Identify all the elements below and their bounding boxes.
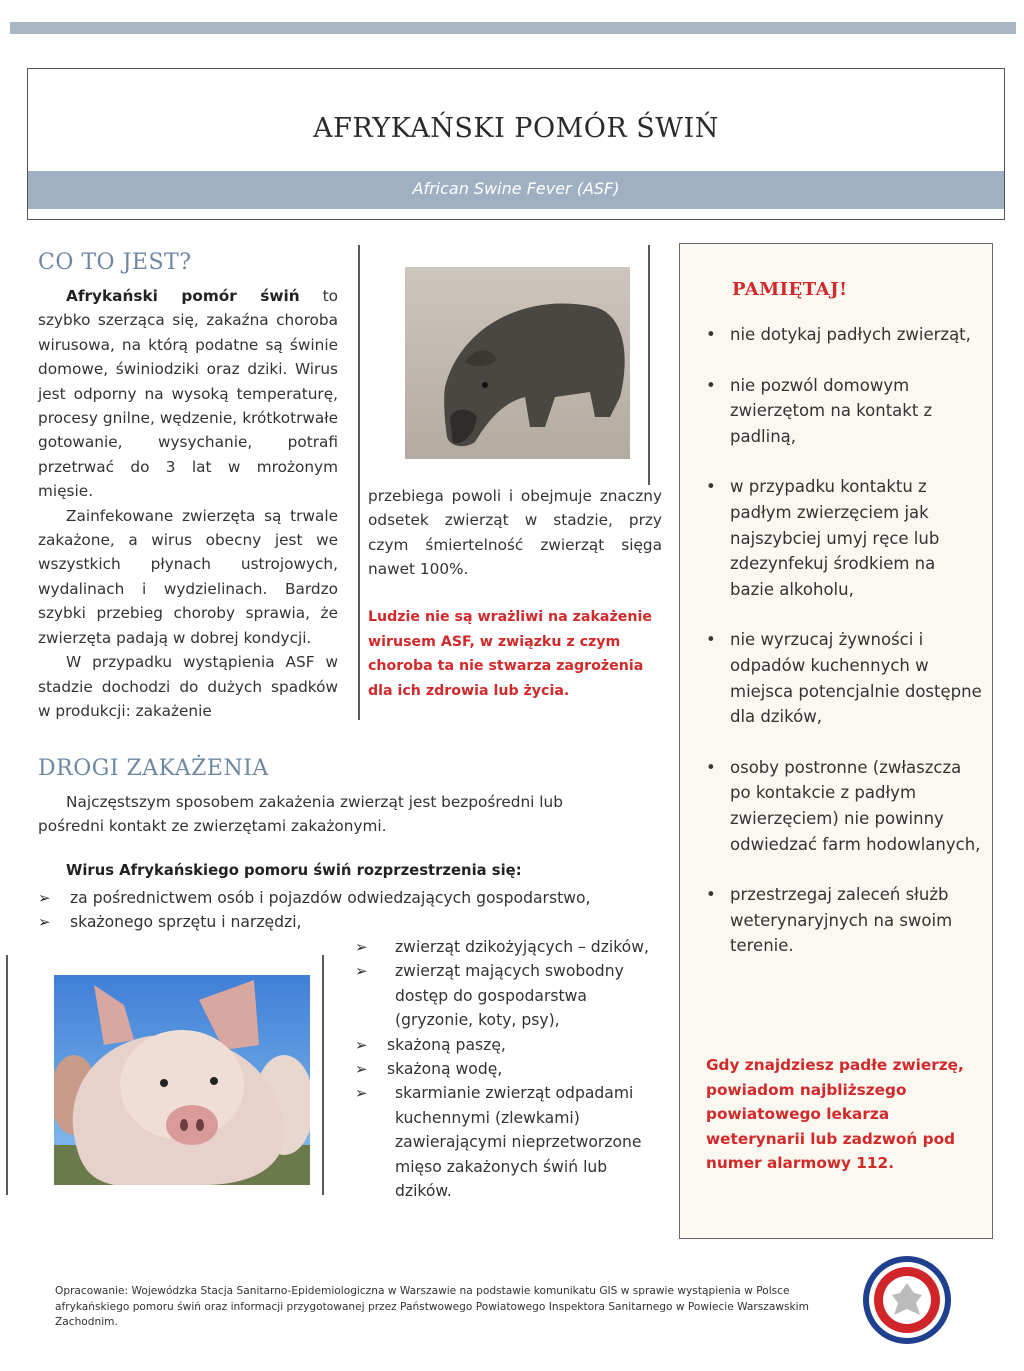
arrow-bullet-icon: ➢ [355, 938, 368, 956]
what-is-continuation: przebiega powoli i obejmuje znaczny odsetek zwierząt w stadzie, przy czym śmiertelność zwierząt sięga nawet 100%. [368, 487, 662, 579]
what-is-text [38, 284, 338, 723]
list-item: • nie wyrzucaj żywności i odpadów kuchennych w miejsca potencjalnie dostępne dla dzików, [704, 627, 984, 729]
what-is-para1: to szybko szerząca się, zakaźna choroba wirusowa, na którą podatne są świnie domowe, świniodziki oraz dziki. Wirus jest odporny na wysoką temperaturę, procesy gnilne, wędzenie, krótkotrwałe gotowanie, wysychanie, potrafi przetrwać do 3 lat w mrożonym mięsie. [38, 287, 338, 501]
bullet-icon: • [706, 375, 716, 395]
column-divider-middle [648, 245, 650, 485]
what-is-heading: CO TO JEST? [38, 250, 192, 275]
bullet-icon: • [706, 885, 716, 905]
arrow-bullet-icon: ➢ [355, 1035, 368, 1054]
domestic-pig-photo [54, 975, 310, 1185]
what-is-para2: Zainfekowane zwierzęta są trwale zakażone, a wirus obecny jest we wszystkich płynach ustrojowych, wydalinach i wydzielinach. Bardzo szybki przebieg choroby sprawia, że zwierzęta padają w dobrej kondycji. [38, 506, 338, 647]
arrow-bullet-icon: ➢ [38, 913, 51, 932]
what-is-bold-term: Afrykański pomór świń [66, 287, 300, 305]
wild-boar-photo [405, 267, 630, 459]
list-item: ➢ skażoną wodę, [355, 1057, 665, 1081]
list-item: ➢ skażoną paszę, [355, 1033, 665, 1057]
bullet-icon: • [706, 477, 716, 497]
list-item: ➢ skarmianie zwierząt odpadami kuchennymi (zlewkami) zawierającymi nieprzetworzone mięso zakażonych świń lub dzików. [355, 1081, 665, 1203]
title-box [27, 68, 1005, 220]
list-item: ➢ zwierząt dzikożyjących – dzików, [355, 935, 665, 959]
list-item: • nie pozwól domowym zwierzętom na kontakt z padliną, [704, 373, 984, 450]
footer-credit: Opracowanie: Wojewódzka Stacja Sanitarno-Epidemiologiczna w Warszawie na podstawie komunikatu GIS w sprawie wystąpienia w Polsce afrykańskiego pomoru świń oraz informacji przygotowanej przez Państwowego Powiatowego Inspektora Sanitarnego w Powiecie Warszawskim Zachodnim. [55, 1285, 809, 1329]
bullet-icon: • [706, 757, 716, 777]
list-item: ➢ zwierząt mających swobodny dostęp do gospodarstwa (gryzonie, koty, psy), [355, 959, 665, 1032]
list-item: • osoby postronne (zwłaszcza po kontakcie z padłym zwierzęciem) nie powinny odwiedzać farm hodowlanych, [704, 755, 984, 857]
top-decorative-rule [10, 22, 1016, 34]
arrow-bullet-icon: ➢ [38, 889, 51, 907]
arrow-bullet-icon: ➢ [355, 962, 368, 981]
bullet-icon: • [706, 630, 716, 650]
arrow-bullet-icon: ➢ [355, 1060, 368, 1079]
column-divider-left [358, 245, 360, 720]
remember-box [679, 243, 993, 1239]
bullet-icon: • [706, 325, 716, 344]
list-item: • w przypadku kontaktu z padłym zwierzęciem jak najszybciej umyj ręce lub zdezynfekuj środkiem na bazie alkoholu, [704, 474, 984, 602]
human-safety-note: Ludzie nie są wrażliwi na zakażenie wirusem ASF, w związku z czym choroba ta nie stwarza zagrożenia dla ich zdrowia lub życia. [368, 609, 652, 699]
remember-list [704, 322, 984, 984]
remember-title: PAMIĘTAJ! [732, 279, 848, 300]
transmission-heading: DROGI ZAKAŻENIA [38, 756, 269, 781]
column-divider-lower-mid [322, 955, 324, 1195]
transmission-intro: Najczęstszym sposobem zakażenia zwierząt jest bezpośredni lub pośredni kontakt ze zwierzętami zakażonymi. [38, 793, 563, 836]
list-item: • przestrzegaj zaleceń służb weterynaryjnych na swoim terenie. [704, 882, 984, 959]
page-title: AFRYKAŃSKI POMÓR ŚWIŃ [313, 113, 719, 144]
list-item: ➢ za pośrednictwem osób i pojazdów odwiedzających gospodarstwo, [38, 886, 658, 910]
column-divider-lower-left [6, 955, 8, 1195]
list-item: ➢ skażonego sprzętu i narzędzi, [38, 910, 658, 934]
transmission-list-wide [38, 886, 658, 935]
list-item: • nie dotykaj padłych zwierząt, [704, 322, 984, 348]
emergency-note: Gdy znajdziesz padłe zwierzę, powiadom najbliższego powiatowego lekarza weterynarii lub zadzwoń pod numer alarmowy 112. [706, 1056, 964, 1173]
transmission-list-narrow [355, 935, 665, 1203]
subtitle-band [28, 171, 1004, 209]
page-subtitle: African Swine Fever (ASF) [412, 179, 620, 198]
what-is-para3: W przypadku wystąpienia ASF w stadzie dochodzi do dużych spadków w produkcji: zakażenie [38, 653, 338, 720]
transmission-list-title: Wirus Afrykańskiego pomoru świń rozprzestrzenia się: [66, 862, 522, 879]
arrow-bullet-icon: ➢ [355, 1084, 368, 1103]
sanitary-inspection-seal-icon [862, 1255, 952, 1345]
